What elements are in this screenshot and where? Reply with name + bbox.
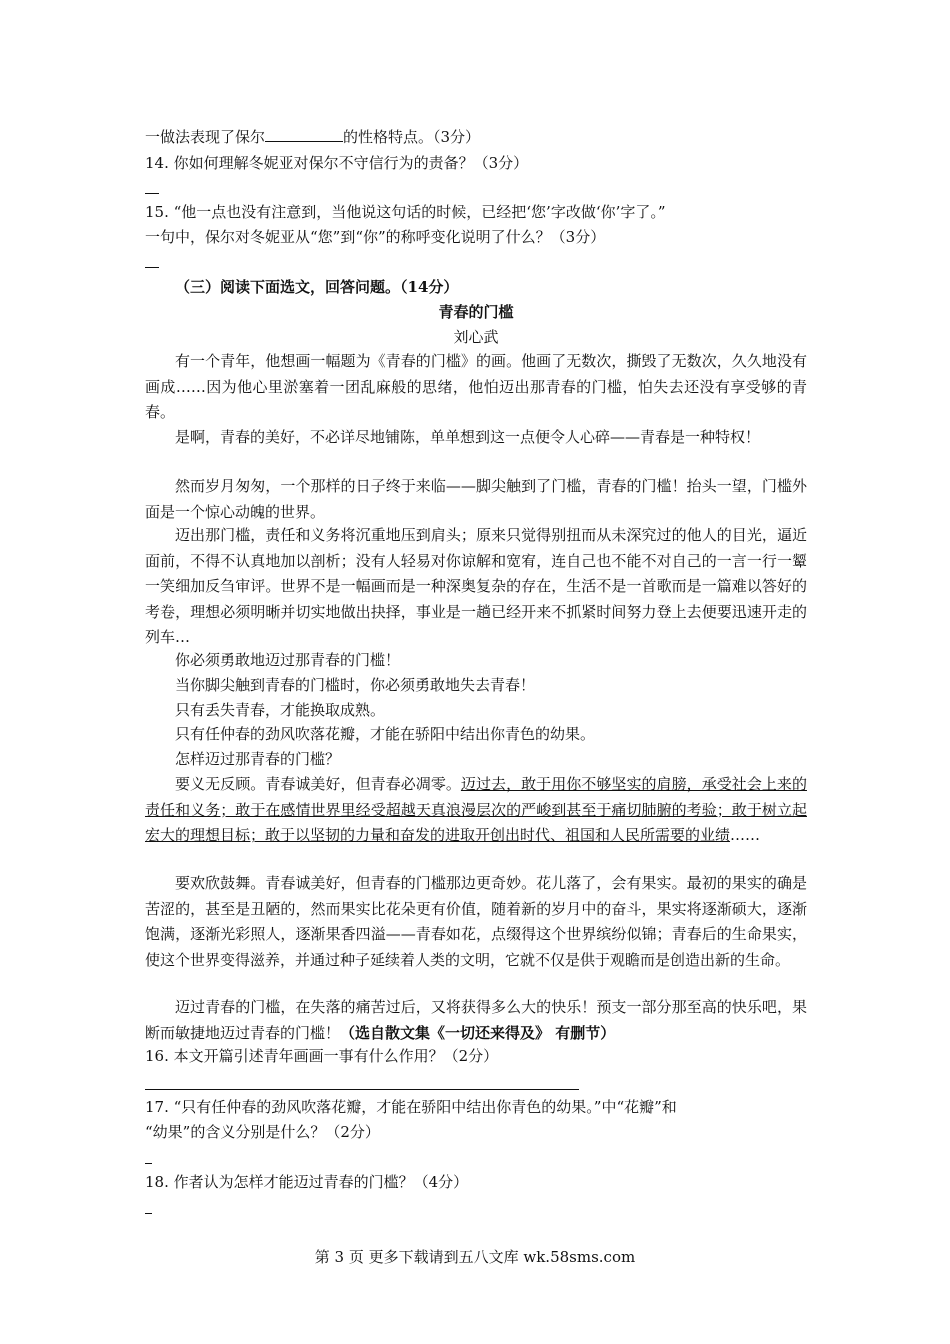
article-source: （选自散文集《一切还来得及》 有删节） bbox=[340, 1023, 616, 1042]
article-author: 刘心武 bbox=[453, 328, 499, 346]
paragraph-2: 是啊，青春的美好，不必详尽地铺陈，单单想到这一点便令人心碎——青春是一种特权！ bbox=[175, 428, 761, 446]
paragraph-11: 要欢欣鼓舞。青春诚美好，但青春的门槛那边更奇妙。花儿落了，会有果实。最初的果实的确是苦涩的，甚至是丑陋的，然而果实比花朵更有价值，随着新的岁月中的奋斗，果实将逐渐硕大，逐渐饱满，逐渐光彩照人，逐渐果香四溢——青春如花，点缀得这个世界缤纷似锦；青春后的生命果实，使这个世界变得滋养，并通过种子延续着人类的文明，它就不仅是供于观瞻而是创造出新的生命。 bbox=[145, 874, 807, 969]
answer-line-18 bbox=[145, 1213, 152, 1214]
question-17-line-1: 17. “只有任仲春的劲风吹落花瓣，才能在骄阳中结出你青色的幼果。”中“花瓣”和 bbox=[145, 1098, 677, 1116]
paragraph-10-tail: …… bbox=[730, 826, 761, 844]
answer-line-16 bbox=[145, 1089, 579, 1090]
paragraph-3: 然而岁月匆匆，一个那样的日子终于来临——脚尖触到了门槛，青春的门槛！抬头一望，门槛外面是一个惊心动魄的世界。 bbox=[145, 477, 807, 521]
paragraph-12-text: 迈过青春的门槛，在失落的痛苦过后，又将获得多么大的快乐！预支一部分那至高的快乐吧，果断而敏捷地迈过青春的门槛！ bbox=[145, 998, 807, 1042]
page-footer: 第 3 页 更多下载请到五八文库 wk.58sms.com bbox=[314, 1248, 636, 1266]
paragraph-7: 只有丢失青春，才能换取成熟。 bbox=[175, 701, 386, 719]
question-17-line-2: “幼果”的含义分别是什么？（2分） bbox=[145, 1123, 380, 1141]
paragraph-10-underlined: 迈过去，敢于用你不够坚实的肩膀，承受社会上来的责任和义务；敢于在感情世界里经受超越天真浪漫层次的严峻到甚至于痛切肺腑的考验；敢于树立起宏大的理想目标；敢于以坚韧的力量和奋发的进取开创出时代、祖国和人民所需要的业绩 bbox=[145, 775, 807, 844]
question-15-line-1: 15. “他一点也没有注意到，当他说这句话的时候，已经把‘您’字改做‘你’字了。” bbox=[145, 203, 666, 221]
paragraph-9: 怎样迈过那青春的门槛？ bbox=[175, 750, 341, 768]
question-16: 16. 本文开篇引述青年画画一事有什么作用？（2分） bbox=[145, 1047, 499, 1065]
paragraph-1: 有一个青年，他想画一幅题为《青春的门槛》的画。他画了无数次，撕毁了无数次，久久地没有画成……因为他心里淤塞着一团乱麻般的思绪，他怕迈出那青春的门槛，怕失去还没有享受够的青春。 bbox=[145, 352, 807, 421]
question-15-line-2: 一句中，保尔对冬妮亚从“您”到“你”的称呼变化说明了什么？（3分） bbox=[145, 228, 606, 246]
paragraph-10 bbox=[145, 772, 807, 849]
q13-tail-before: 一做法表现了保尔 bbox=[145, 128, 266, 146]
paragraph-4: 迈出那门槛，责任和义务将沉重地压到肩头；原来只觉得别扭而从未深究过的他人的目光，逼近面前，不得不认真地加以剖析；没有人轻易对你谅解和宽宥，连自己也不能不对自己的一言一行一颦一笑细加反刍审评。世界不是一幅画而是一种深奥复杂的存在，生活不是一首歌而是一篇难以答好的考卷，理想必须明晰并切实地做出抉择，事业是一趟已经开来不抓紧时间努力登上去便要迅速开走的列车… bbox=[145, 526, 807, 646]
paragraph-10-lead: 要义无反顾。青春诚美好，但青春必凋零。 bbox=[175, 775, 461, 793]
paragraph-12 bbox=[145, 995, 807, 1046]
article-title: 青春的门槛 bbox=[438, 303, 514, 321]
answer-line-17 bbox=[145, 1163, 152, 1164]
q13-tail bbox=[145, 127, 480, 147]
paragraph-8: 只有任仲春的劲风吹落花瓣，才能在骄阳中结出你青色的幼果。 bbox=[175, 725, 596, 743]
answer-line-14 bbox=[145, 193, 159, 194]
answer-line-15 bbox=[145, 267, 159, 268]
question-18: 18. 作者认为怎样才能迈过青春的门槛？（4分） bbox=[145, 1173, 469, 1191]
question-14: 14. 你如何理解冬妮亚对保尔不守信行为的责备？（3分） bbox=[145, 154, 529, 172]
q13-tail-after: 的性格特点。（3分） bbox=[343, 128, 481, 146]
paragraph-6: 当你脚尖触到青春的门槛时，你必须勇敢地失去青春！ bbox=[175, 676, 536, 694]
q13-blank bbox=[265, 127, 343, 142]
paragraph-5: 你必须勇敢地迈过那青春的门槛！ bbox=[175, 651, 401, 669]
section-heading: （三）阅读下面选文，回答问题。（14分） bbox=[175, 278, 459, 296]
